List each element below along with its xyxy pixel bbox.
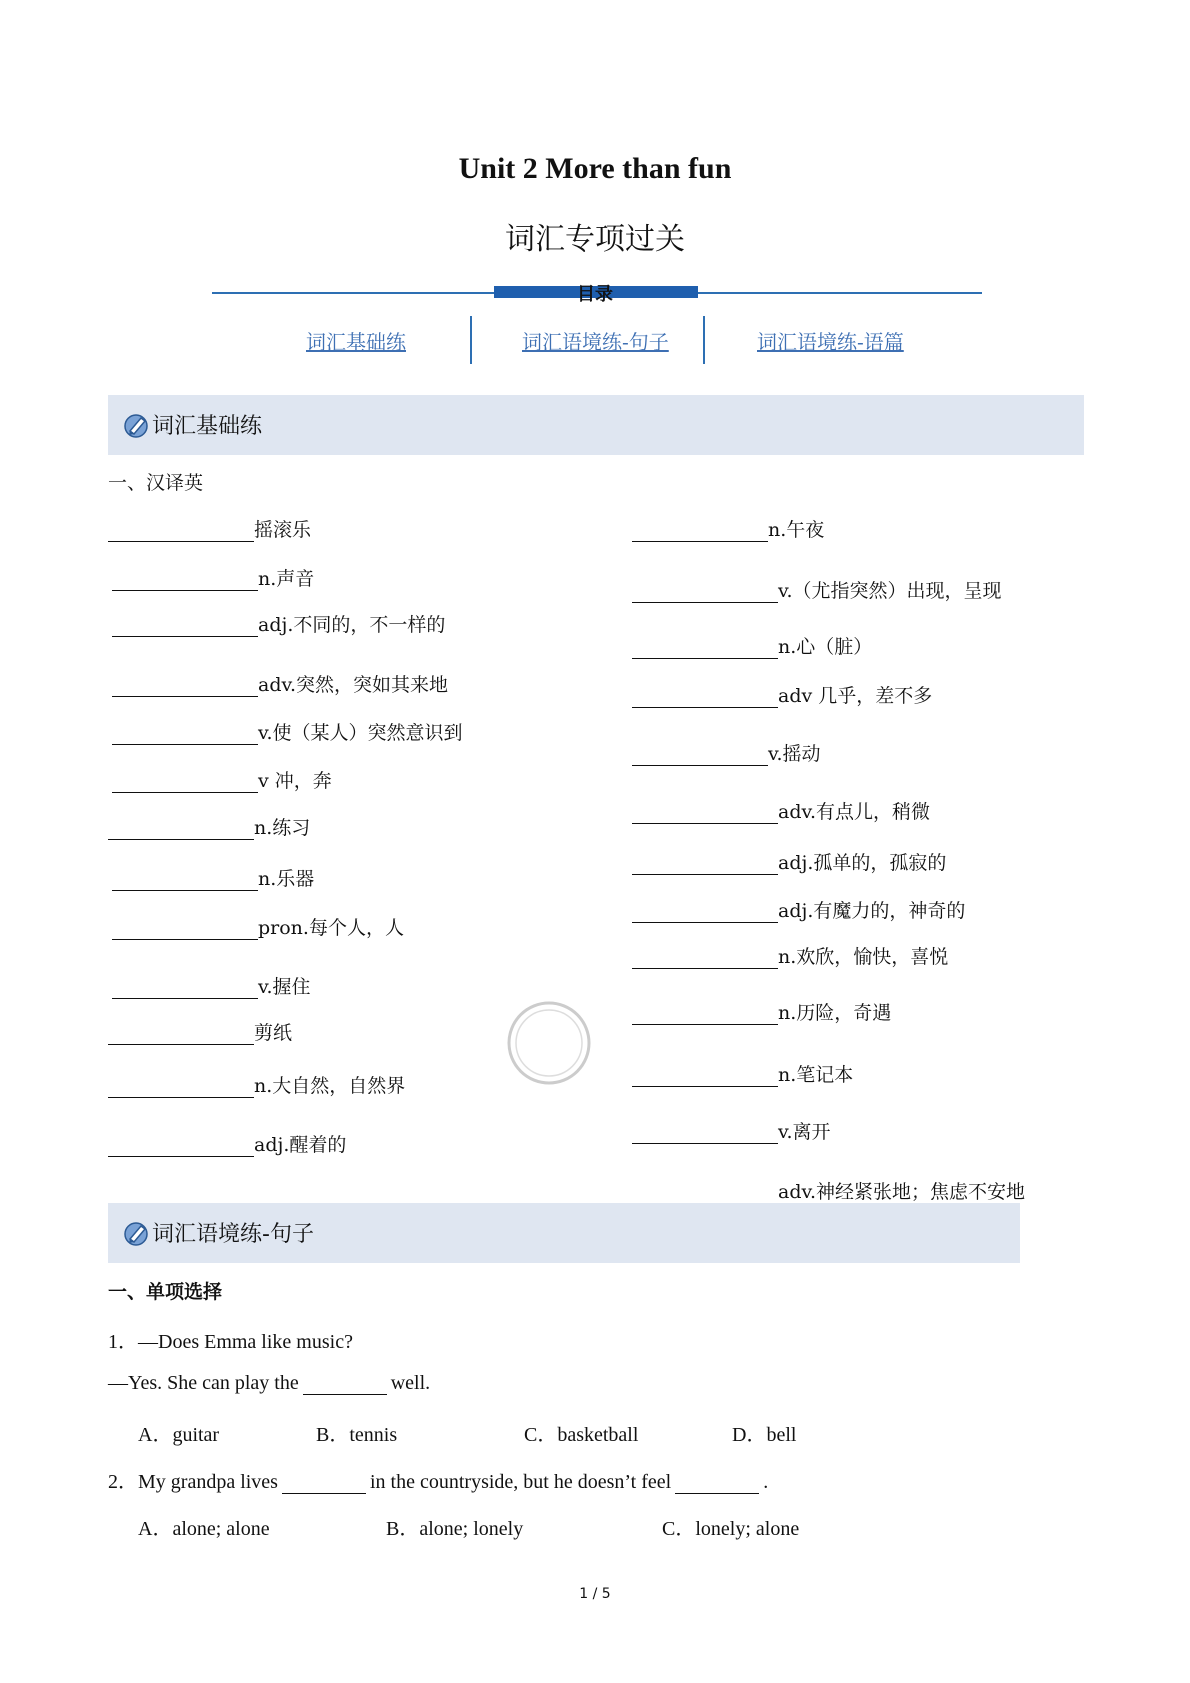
vocab-item: adv 几乎，差不多 xyxy=(632,681,932,708)
vocab-item: v.使（某人）突然意识到 xyxy=(112,718,463,745)
vocab-item: 摇滚乐 xyxy=(108,515,311,542)
vocab-item: adj.醒着的 xyxy=(108,1130,346,1157)
answer-blank[interactable] xyxy=(632,803,778,824)
toc-link-basic[interactable]: 词汇基础练 xyxy=(306,330,406,354)
question-1-prompt: 1．—Does Emma like music? xyxy=(108,1331,353,1353)
vocab-item: pron.每个人，人 xyxy=(112,913,404,940)
answer-blank[interactable] xyxy=(632,1183,778,1204)
answer-blank[interactable] xyxy=(112,772,258,793)
vocab-item: adv.有点儿，稍微 xyxy=(632,797,930,824)
question-1-response: —Yes. She can play the well. xyxy=(108,1372,431,1394)
vocab-item: adj.孤单的，孤寂的 xyxy=(632,848,946,875)
answer-blank[interactable] xyxy=(632,582,778,603)
vocab-item: n.欢欣，愉快，喜悦 xyxy=(632,942,948,969)
answer-blank[interactable] xyxy=(112,919,258,940)
option-c[interactable]: C．basketball xyxy=(524,1424,639,1446)
toc-separator xyxy=(470,316,472,364)
answer-blank[interactable] xyxy=(632,1066,778,1087)
answer-blank[interactable] xyxy=(632,745,768,766)
answer-blank[interactable] xyxy=(675,1475,759,1494)
vocab-item: n.练习 xyxy=(108,813,310,840)
vocab-item: n.大自然，自然界 xyxy=(108,1071,405,1098)
vocab-item: 剪纸 xyxy=(108,1018,292,1045)
section-heading-basic xyxy=(108,395,1084,455)
answer-blank[interactable] xyxy=(108,1024,254,1045)
section-heading-sentence xyxy=(108,1203,1020,1263)
vocab-item: n.心（脏） xyxy=(632,632,872,659)
answer-blank[interactable] xyxy=(632,902,778,923)
vocab-item: adv.神经紧张地；焦虑不安地 xyxy=(632,1177,1025,1204)
answer-blank[interactable] xyxy=(632,638,778,659)
answer-blank[interactable] xyxy=(108,819,254,840)
vocab-item: adv.突然，突如其来地 xyxy=(112,670,448,697)
exercise-subtitle: 一、单项选择 xyxy=(108,1281,223,1303)
vocab-item: v.离开 xyxy=(632,1117,831,1144)
vocab-item: n.声音 xyxy=(112,564,314,591)
option-b[interactable]: B．alone; lonely xyxy=(386,1518,524,1540)
answer-blank[interactable] xyxy=(282,1475,366,1494)
answer-blank[interactable] xyxy=(632,521,768,542)
vocab-item: v 冲，奔 xyxy=(112,766,332,793)
document-title: Unit 2 More than fun xyxy=(458,152,732,185)
option-a[interactable]: A．alone; alone xyxy=(138,1518,270,1540)
vocab-item: v.握住 xyxy=(112,972,311,999)
answer-blank[interactable] xyxy=(112,870,258,891)
option-d[interactable]: D．bell xyxy=(732,1424,797,1446)
answer-blank[interactable] xyxy=(112,724,258,745)
option-a[interactable]: A．guitar xyxy=(138,1424,220,1446)
question-2-prompt: 2．My grandpa lives in the countryside, but he doesn’t feel . xyxy=(108,1471,769,1493)
section-heading-label: 词汇基础练 xyxy=(152,414,263,439)
option-b[interactable]: B．tennis xyxy=(316,1424,398,1446)
section-heading-label: 词汇语境练-句子 xyxy=(152,1222,314,1247)
answer-blank[interactable] xyxy=(632,854,778,875)
vocab-item: v.（尤指突然）出现，呈现 xyxy=(632,576,1002,603)
answer-blank[interactable] xyxy=(108,521,254,542)
vocab-item: n.乐器 xyxy=(112,864,314,891)
answer-blank[interactable] xyxy=(112,616,258,637)
watermark-stamp xyxy=(506,1000,592,1086)
exercise-subtitle: 一、汉译英 xyxy=(108,472,204,494)
toc-separator xyxy=(703,316,705,364)
option-c[interactable]: C．lonely; alone xyxy=(662,1518,800,1540)
answer-blank[interactable] xyxy=(108,1136,254,1157)
answer-blank[interactable] xyxy=(112,978,258,999)
answer-blank[interactable] xyxy=(632,1123,778,1144)
answer-blank[interactable] xyxy=(108,1077,254,1098)
answer-blank[interactable] xyxy=(632,1004,778,1025)
document-subtitle: 词汇专项过关 xyxy=(505,222,685,257)
vocab-item: n.午夜 xyxy=(632,515,824,542)
toc-link-passage[interactable]: 词汇语境练-语篇 xyxy=(757,330,904,354)
vocab-item: adj.有魔力的，神奇的 xyxy=(632,896,965,923)
page-number: 1 / 5 xyxy=(579,1586,611,1602)
vocab-item: adj.不同的，不一样的 xyxy=(112,610,445,637)
pencil-icon xyxy=(122,1219,150,1247)
answer-blank[interactable] xyxy=(632,948,778,969)
answer-blank[interactable] xyxy=(112,676,258,697)
answer-blank[interactable] xyxy=(303,1376,387,1395)
toc-link-sentence[interactable]: 词汇语境练-句子 xyxy=(522,330,669,354)
vocab-item: n.笔记本 xyxy=(632,1060,853,1087)
answer-blank[interactable] xyxy=(112,570,258,591)
toc-label: 目录 xyxy=(577,284,613,305)
vocab-item: v.摇动 xyxy=(632,739,821,766)
answer-blank[interactable] xyxy=(632,687,778,708)
vocab-item: n.历险，奇遇 xyxy=(632,998,891,1025)
pencil-icon xyxy=(122,411,150,439)
